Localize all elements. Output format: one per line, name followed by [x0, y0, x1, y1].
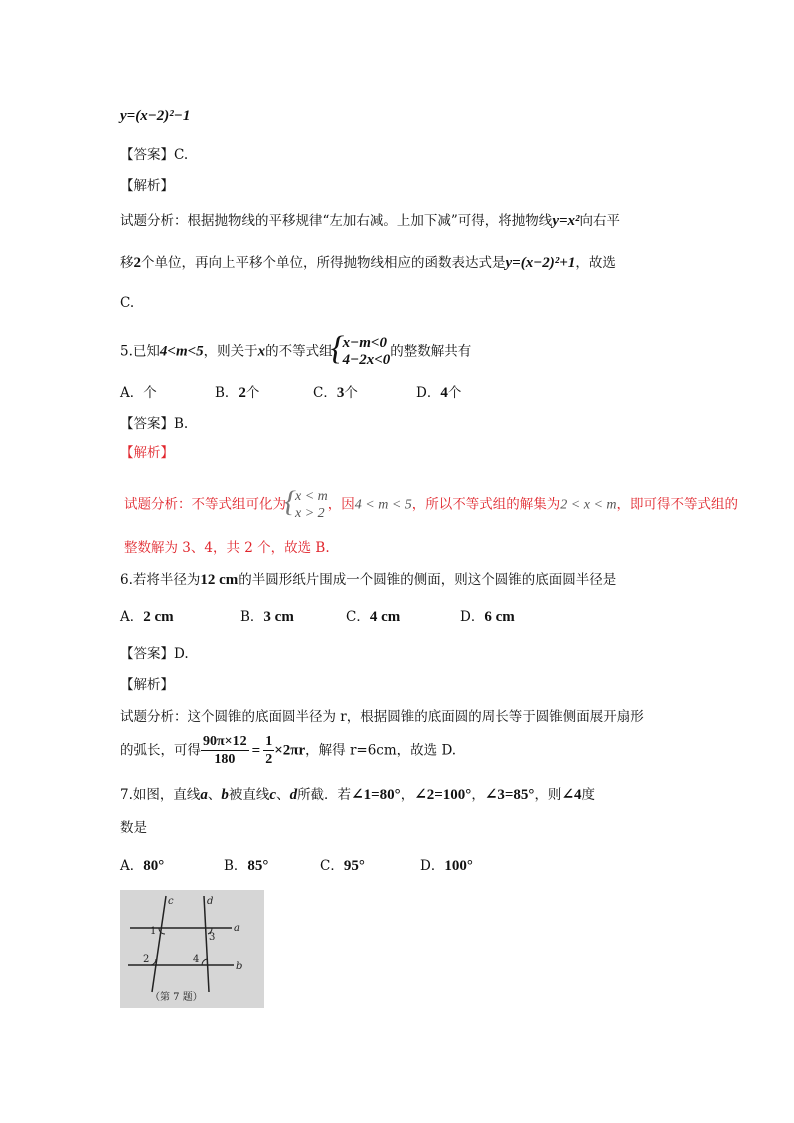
formula-text: y=(x−2)²−1	[120, 108, 191, 124]
q5-analysis-text: 试题分析：不等式组可化为	[124, 496, 286, 513]
figure-background	[120, 890, 264, 1008]
label-angle-4: 4	[193, 954, 200, 965]
q5-analysis-row1: x < m	[295, 489, 328, 504]
q5-stem-mid2: 的不等式组	[265, 343, 333, 360]
q5-analysis-label: 【解析】	[120, 445, 174, 461]
q5-stem-tail: 的整数解共有	[390, 343, 472, 360]
q5-analysis-condition: 4 < m < 5	[354, 497, 412, 513]
q6-fraction-2	[263, 733, 274, 768]
q4-line2-num: 2	[133, 255, 141, 271]
q7-sep-1: 、	[207, 787, 222, 803]
q7-option-a	[120, 856, 164, 876]
top-formula	[120, 106, 190, 126]
label-d: d	[207, 896, 214, 907]
q5-system-row2: 4−2x<0	[342, 352, 391, 368]
q7-option-a-value: 80°	[143, 858, 165, 874]
q7-sep-2: 、	[276, 787, 290, 803]
q4-analysis-line1	[120, 211, 620, 231]
q7-option-c-value: 95°	[343, 858, 365, 874]
q6-option-c-value: 4 cm	[369, 609, 401, 625]
q4-line1-formula: y=x²	[552, 213, 580, 229]
q7-figure	[120, 890, 264, 1008]
q5-variable: x	[257, 343, 266, 360]
q6-answer: 【答案】D.	[120, 646, 189, 662]
q7-line-b: b	[221, 787, 229, 803]
q4-analysis-line2	[120, 253, 616, 273]
q7-stem-mid: 被直线	[228, 787, 270, 803]
q6-option-d-label: D．	[460, 609, 485, 625]
q4-analysis-line3: C.	[120, 295, 135, 311]
q5-option-c-label: C．	[313, 385, 337, 401]
q7-option-c	[320, 856, 365, 876]
q5-option-b	[215, 383, 259, 403]
label-angle-1: 1	[150, 926, 157, 937]
q7-option-b	[224, 856, 268, 876]
q6-option-d	[460, 607, 515, 627]
q6-option-a-value: 2 cm	[143, 609, 174, 625]
q5-inequality-system: { x−m<0 4−2x<0	[330, 330, 391, 368]
q5-system-row1: x−m<0	[342, 335, 387, 351]
q7-stem	[120, 785, 595, 805]
q5-option-c-unit: 个	[344, 385, 358, 401]
q4-line1-text: 试题分析：根据抛物线的平移规律“左加右减。上加下减”可得，将抛物线	[120, 213, 553, 229]
q6-stem	[120, 570, 616, 590]
q4-line2-text: 移	[120, 255, 134, 271]
q6-fraction-2-num: 1	[265, 734, 273, 749]
q7-stem-tail: 度	[581, 787, 596, 803]
q6-stem-tail: 的半圆形纸片围成一个圆锥的侧面，则这个圆锥的底面圆半径是	[238, 572, 617, 588]
q6-fraction-2-den: 2	[265, 752, 273, 767]
q7-stem-mid3: ，则	[534, 787, 562, 803]
q6-line2-text: 的弧长，可得	[120, 742, 201, 759]
q6-option-d-value: 6 cm	[484, 609, 515, 625]
q5-answer: 【答案】B.	[120, 416, 189, 432]
q6-radius: 12 cm	[200, 572, 239, 588]
q6-stem-text: 6.若将半径为	[120, 572, 201, 588]
q5-option-b-label: B．	[215, 385, 239, 401]
q5-analysis-line1	[124, 485, 739, 522]
q5-stem-text: 5.已知	[120, 343, 160, 360]
label-angle-3: 3	[209, 932, 216, 943]
q6-option-a	[120, 607, 174, 627]
q7-option-d	[420, 856, 473, 876]
q7-stem-mid2: 所截．若	[297, 787, 352, 803]
q6-expression: ×2πr	[274, 742, 306, 759]
q5-analysis-row2: x > 2	[295, 506, 325, 521]
q6-analysis-line2	[120, 733, 456, 768]
q7-figure-diagram	[120, 890, 264, 1008]
q6-analysis-label: 【解析】	[120, 677, 174, 693]
q5-option-c-num: 3	[336, 385, 345, 401]
q7-comma-1: ，	[400, 787, 415, 803]
q7-angle-4: ∠4	[561, 787, 582, 803]
q7-option-d-value: 100°	[444, 858, 473, 874]
q6-option-a-label: A．	[120, 609, 144, 625]
q5-option-d-label: D．	[416, 385, 441, 401]
q4-line1-tail: 向右平	[579, 213, 621, 229]
label-b: b	[236, 961, 243, 972]
q6-option-c-label: C．	[346, 609, 370, 625]
q7-stem-line2: 数是	[120, 820, 147, 836]
q7-option-b-label: B．	[224, 858, 248, 874]
q5-analysis-tail: ，即可得不等式组的	[616, 496, 739, 513]
q5-option-b-unit: 个	[245, 385, 260, 401]
q5-option-c	[313, 383, 358, 403]
q5-stem-mid: ，则关于	[203, 343, 258, 360]
q6-option-c	[346, 607, 400, 627]
q6-option-b	[240, 607, 294, 627]
q4-line2-mid: 个单位，再向上平移个单位，所得抛物线相应的函数表达式是	[141, 255, 506, 271]
q7-angle-2: ∠2=100°	[414, 787, 472, 803]
q5-option-a: A．个	[120, 385, 157, 401]
q5-analysis-system: { x < m x > 2	[284, 485, 328, 521]
label-angle-2: 2	[143, 954, 150, 965]
q6-line2-tail: ，解得 r=6cm，故选 D.	[305, 742, 457, 759]
q5-stem	[120, 330, 472, 369]
q7-line-a: a	[200, 787, 208, 803]
q5-option-b-num: 2	[238, 385, 246, 401]
q7-angle-3: ∠3=85°	[484, 787, 535, 803]
label-a: a	[234, 923, 240, 934]
q5-option-d-unit: 个	[447, 385, 462, 401]
q7-option-b-value: 85°	[247, 858, 269, 874]
figure-caption: （第 7 题）	[150, 992, 203, 1003]
q6-fraction-1-den: 180	[214, 752, 236, 767]
q6-option-b-label: B．	[240, 609, 264, 625]
q4-line2-formula: y=(x−2)²+1	[505, 255, 576, 271]
q4-answer: 【答案】C.	[120, 147, 189, 163]
q6-option-b-value: 3 cm	[263, 609, 294, 625]
q5-condition: 4<m<5	[159, 343, 204, 360]
q5-option-d-num: 4	[440, 385, 448, 401]
q7-line-d: d	[289, 787, 298, 803]
q7-option-d-label: D．	[420, 858, 445, 874]
q7-option-c-label: C．	[320, 858, 344, 874]
label-c: c	[168, 896, 174, 907]
q7-option-a-label: A．	[120, 858, 144, 874]
q6-equals: =	[251, 742, 261, 759]
q7-stem-text: 7.如图，直线	[120, 787, 201, 803]
q7-comma-2: ，	[471, 787, 485, 803]
q5-analysis-solution-set: 2 < x < m	[560, 497, 617, 513]
q7-angle-1: ∠1=80°	[351, 787, 401, 803]
q4-analysis-label: 【解析】	[120, 178, 174, 194]
q5-analysis-line2: 整数解为 3、4，共 2 个，故选 B.	[124, 540, 330, 556]
q5-analysis-mid: ，因	[327, 496, 355, 513]
q6-fraction-1	[201, 733, 249, 768]
q5-analysis-mid2: ，所以不等式组的解集为	[411, 496, 561, 513]
q4-line2-tail: ，故选	[575, 255, 616, 271]
q5-option-d	[416, 383, 461, 403]
q7-line-c: c	[269, 787, 277, 803]
q6-fraction-1-num: 90π×12	[203, 734, 247, 749]
q6-analysis-line1: 试题分析：这个圆锥的底面圆半径为 r，根据圆锥的底面圆的周长等于圆锥侧面展开扇形	[120, 709, 644, 725]
